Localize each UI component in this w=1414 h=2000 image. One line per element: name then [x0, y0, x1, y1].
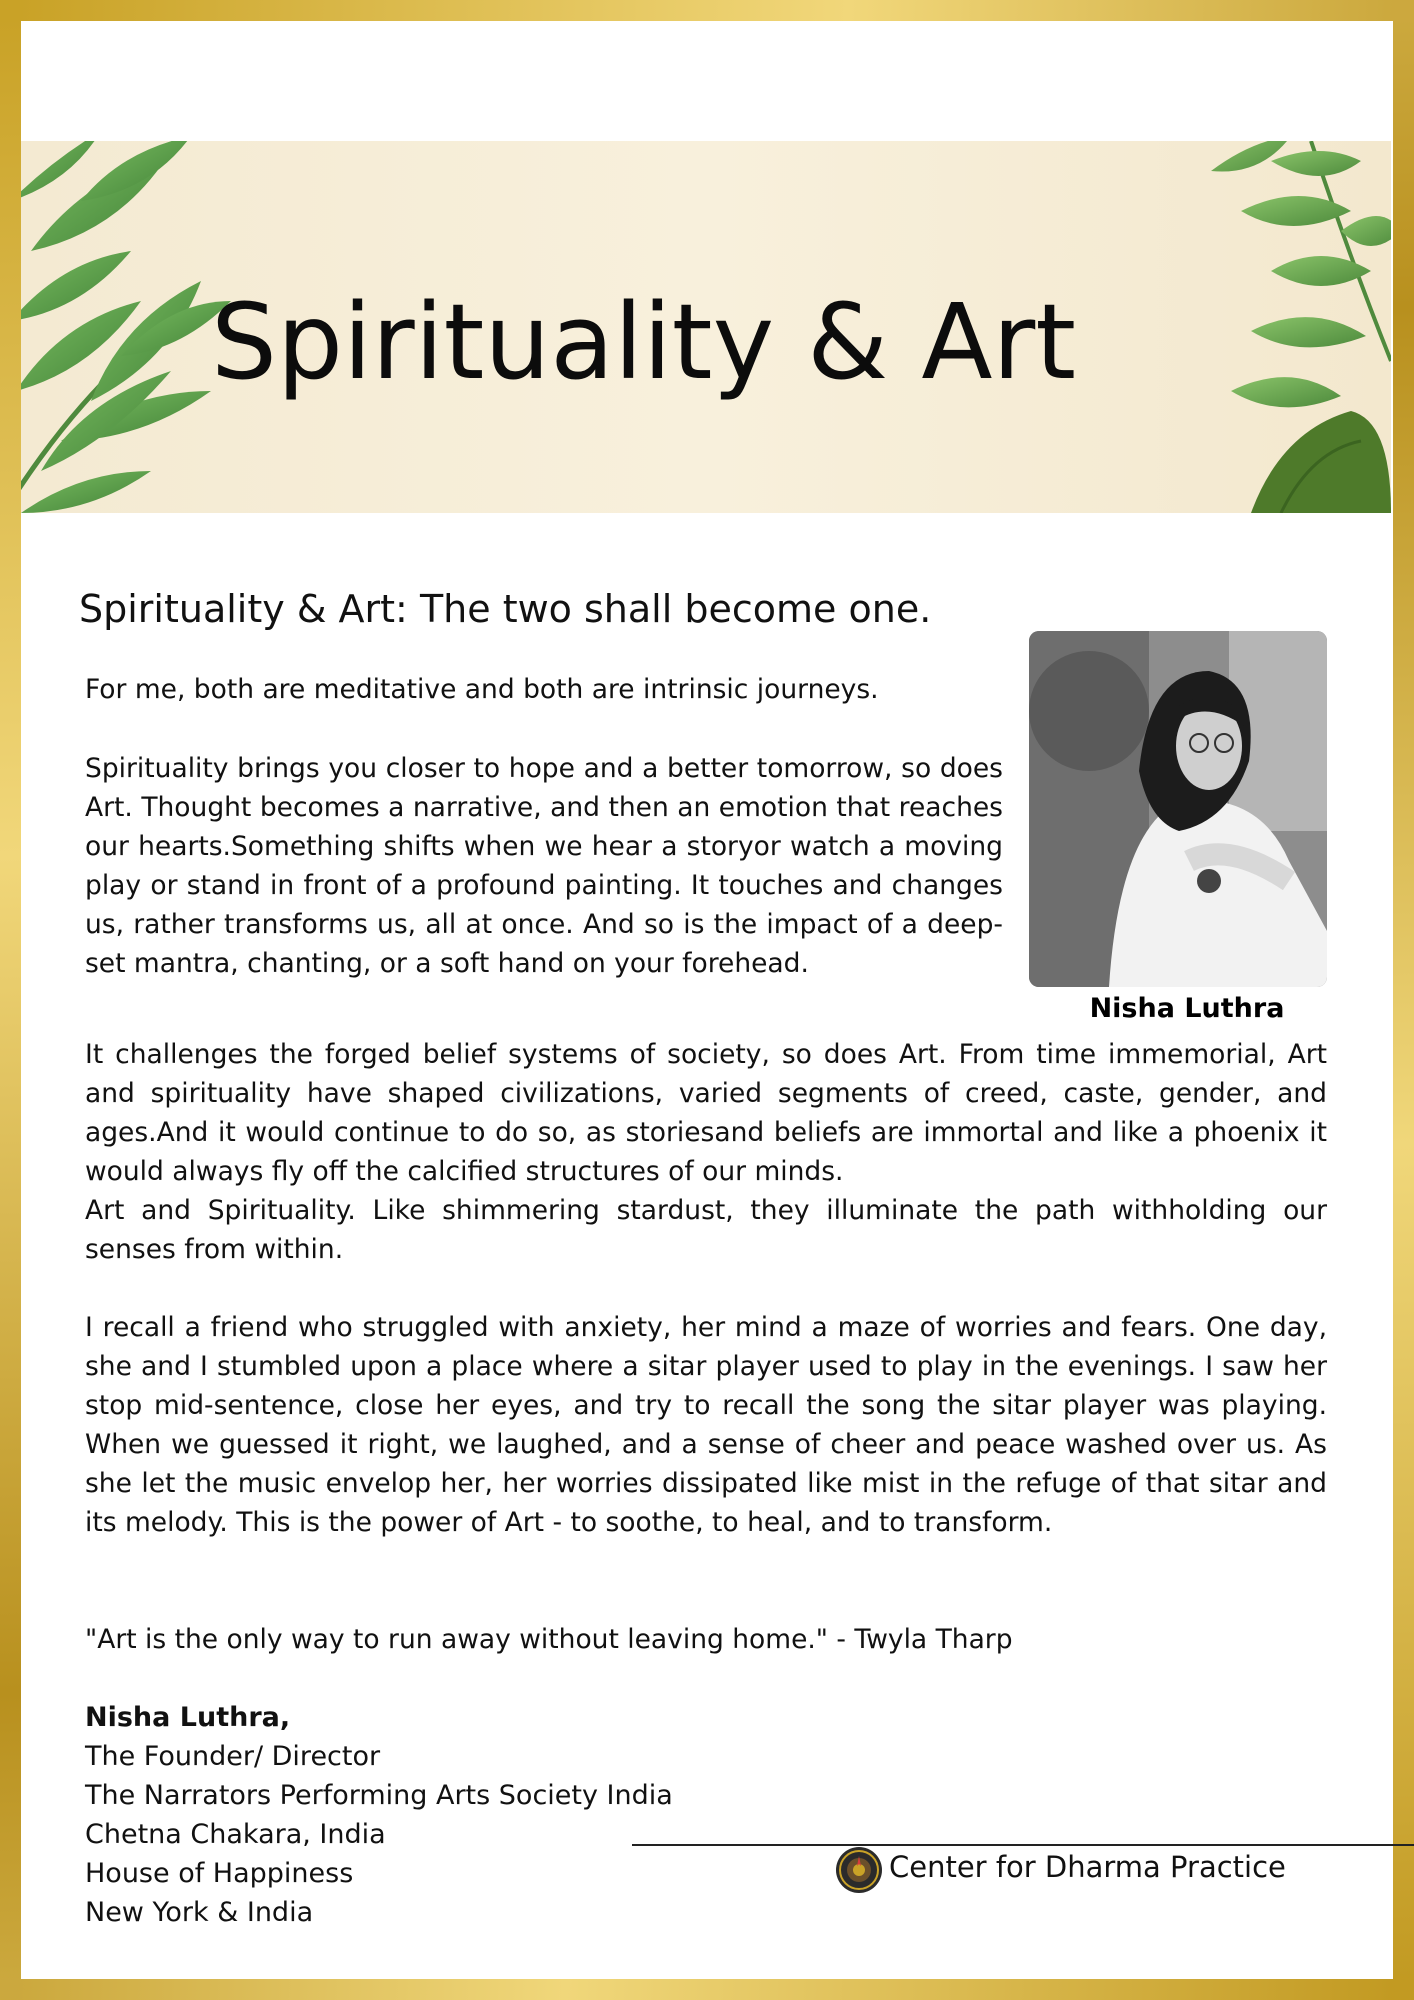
article-heading: Spirituality & Art: The two shall become one. — [79, 587, 932, 631]
signature-title: The Founder/ Director — [85, 1741, 381, 1772]
portrait-illustration — [1029, 631, 1327, 987]
paragraph-intro: For me, both are meditative and both are intrinsic journeys. — [85, 674, 879, 705]
signature-location: New York & India — [85, 1897, 314, 1928]
quote: "Art is the only way to run away without leaving home." - Twyla Tharp — [85, 1624, 1013, 1655]
paragraph-stardust: Art and Spirituality. Like shimmering stardust, they illuminate the path withholding our senses from within. — [85, 1195, 1327, 1265]
paragraph-friend-story: I recall a friend who struggled with anxiety, her mind a maze of worries and fears. One day, she and I stumbled upon a place where a sitar player used to play in the evenings. I saw her stop mid-sentence, close her eyes, and try to recall the song the sitar player was playing. When we guessed it right, we laughed, and a sense of cheer and peace washed over us. As she let the music envelop her, her worries dissipated like mist in the refuge of that sitar and its melody. This is the power of Art - to soothe, to heal, and to transform. — [85, 1312, 1327, 1538]
photo-caption: Nisha Luthra — [1089, 993, 1285, 1024]
dharma-seal-logo — [835, 1846, 883, 1894]
signature-name: Nisha Luthra, — [85, 1702, 291, 1733]
signature-org-3: House of Happiness — [85, 1858, 354, 1889]
paragraph-hope: Spirituality brings you closer to hope and a better tomorrow, so does Art. Thought becomes a narrative, and then an emotion that reaches our hearts.Something shifts when we hear a storyor watch a moving play or stand in front of a profound painting. It touches and changes us, rather transforms us, all at once. And so is the impact of a deep-set mantra, chanting, or a soft hand on your forehead. — [85, 753, 1003, 979]
footer-divider — [632, 1844, 1414, 1846]
header-banner — [21, 141, 1391, 513]
author-photo — [1029, 631, 1327, 987]
signature-org: The Narrators Performing Arts Society India — [85, 1780, 673, 1811]
footer-org-name: Center for Dharma Practice — [889, 1850, 1286, 1884]
signature-org-2: Chetna Chakara, India — [85, 1819, 386, 1850]
paragraph-beliefs: It challenges the forged belief systems of society, so does Art. From time immemorial, Art and spirituality have shaped civilizations, varied segments of creed, caste, gender, and ages.And it would continue to do so, as storiesand beliefs are immortal and like a phoenix it would always fly off the calcified structures of our minds. — [85, 1039, 1327, 1187]
banner-title: Spirituality & Art — [211, 281, 1077, 403]
